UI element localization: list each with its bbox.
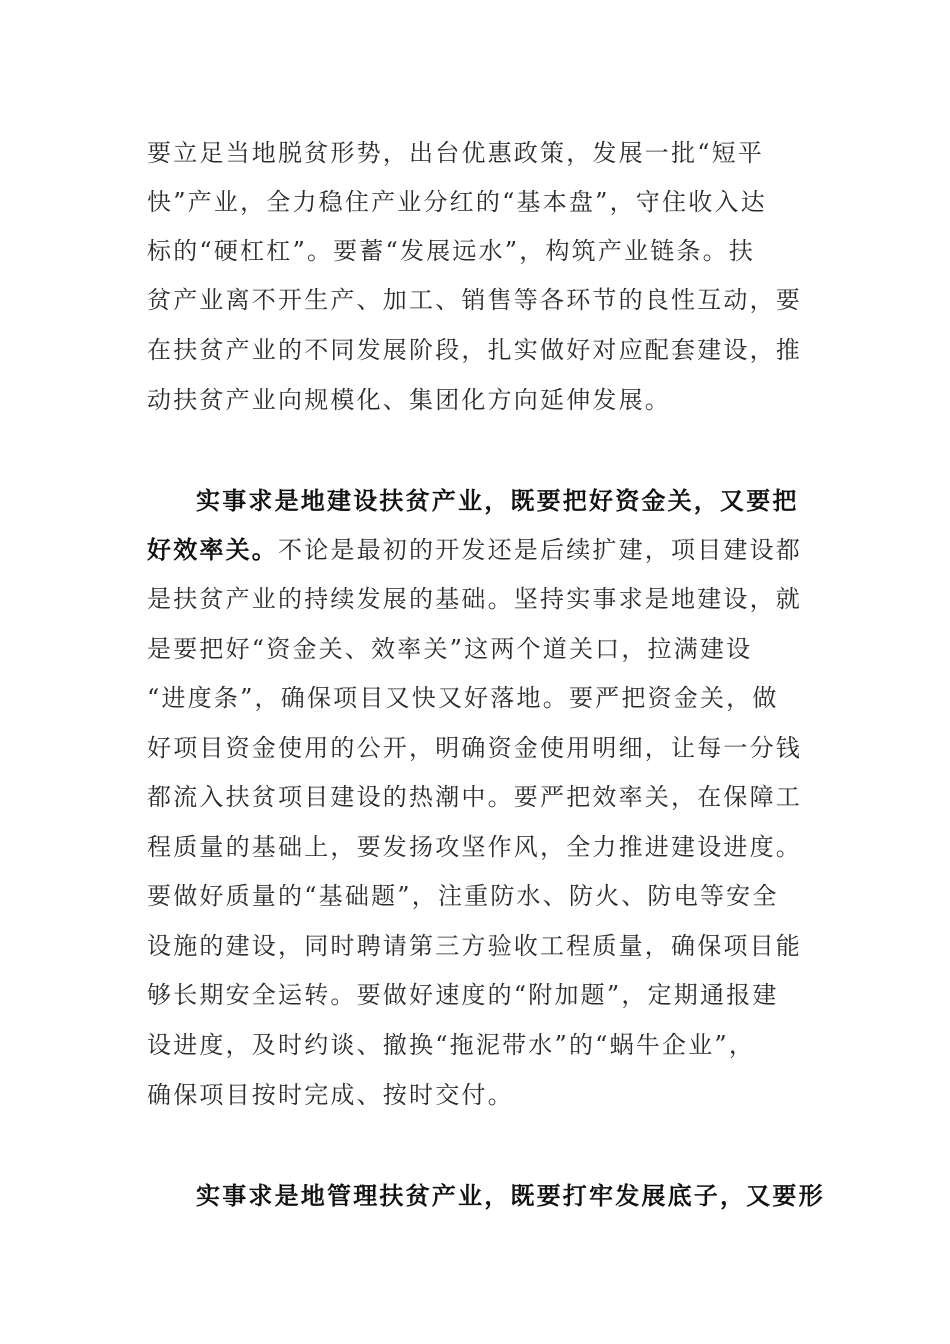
paragraph-3-heading: 实事求是地管理扶贫产业，既要打牢发展底子，又要形: [196, 1181, 825, 1210]
paragraph-2-line-13: 确保项目按时完成、按时交付。: [147, 1081, 514, 1109]
paragraph-1-line-1: 要立足当地脱贫形势，出台优惠政策，发展一批“短平: [147, 139, 765, 167]
paragraph-1-line-4: 贫产业离不开生产、加工、销售等各环节的良性互动，要: [147, 286, 802, 314]
paragraph-1-line-3: 标的“硬杠杠”。要蓄“发展远水”，构筑产业链条。扶: [147, 237, 756, 265]
paragraph-2-line-4: 是要把好“资金关、效率关”这两个道关口，拉满建设: [147, 635, 753, 663]
paragraph-2-line-3: 是扶贫产业的持续发展的基础。坚持实事求是地建设，就: [147, 585, 802, 613]
paragraph-2-line-12: 设进度，及时约谈、撤换“拖泥带水”的“蜗牛企业”，: [147, 1031, 756, 1059]
paragraph-1-line-6: 动扶贫产业向规模化、集团化方向延伸发展。: [147, 386, 671, 414]
paragraph-2-line-2: [147, 535, 802, 565]
paragraph-1-line-2: 快”产业，全力稳住产业分红的“基本盘”，守住收入达: [147, 188, 767, 216]
paragraph-2-line-2-text: 不论是最初的开发还是后续扩建，项目建设都: [278, 536, 802, 564]
paragraph-2-line-10: 设施的建设，同时聘请第三方验收工程质量，确保项目能: [147, 932, 802, 960]
paragraph-1-line-5: 在扶贫产业的不同发展阶段，扎实做好对应配套建设，推: [147, 336, 802, 364]
paragraph-2-line-11: 够长期安全运转。要做好速度的“附加题”，定期通报建: [147, 981, 779, 1009]
paragraph-2-heading: 实事求是地建设扶贫产业，既要把好资金关，又要把: [196, 486, 799, 515]
paragraph-2-heading-end: 好效率关。: [147, 535, 278, 564]
paragraph-2-line-9: 要做好质量的“基础题”，注重防水、防火、防电等安全: [147, 882, 779, 910]
paragraph-2-line-7: 都流入扶贫项目建设的热潮中。要严把效率关，在保障工: [147, 783, 802, 811]
paragraph-2-line-6: 好项目资金使用的公开，明确资金使用明细，让每一分钱: [147, 734, 802, 762]
paragraph-2-line-5: “进度条”，确保项目又快又好落地。要严把资金关，做: [147, 684, 779, 712]
paragraph-2-line-8: 程质量的基础上，要发扬攻坚作风，全力推进建设进度。: [147, 833, 802, 861]
